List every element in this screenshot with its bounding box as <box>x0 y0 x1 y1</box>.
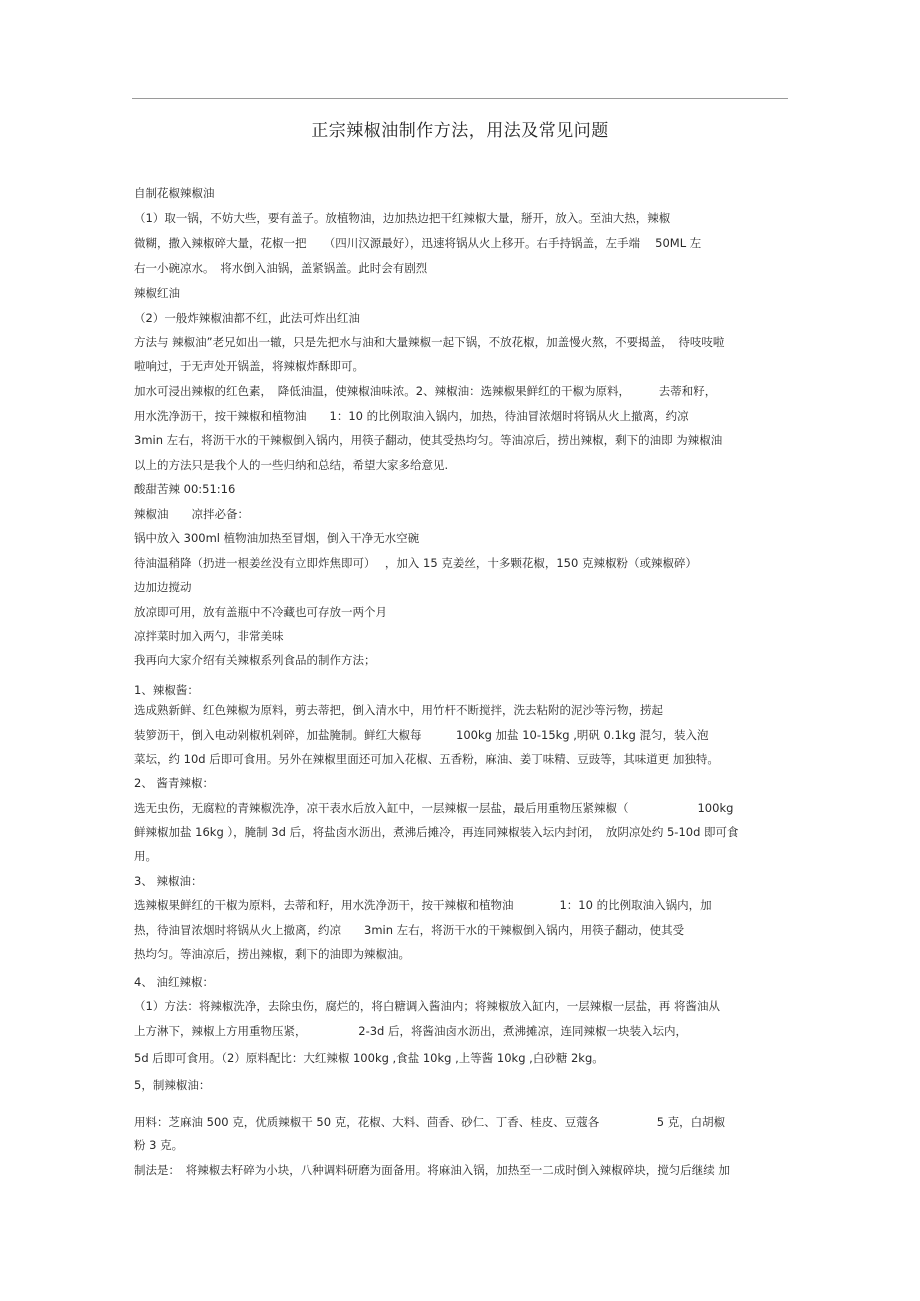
text-line: 待油温稍降（扔进一根姜丝没有立即炸焦即可） ，加入 15 克姜丝，十多颗花椒，150 克辣椒粉（或辣椒碎） <box>134 556 697 570</box>
text-line: 制法是： 将辣椒去籽碎为小块，八种调料研磨为面备用。将麻油入锅，加热至一二成时倒入辣椒碎块，搅匀后继续 加 <box>134 1163 730 1177</box>
section-heading: 2、 酱青辣椒： <box>134 776 214 790</box>
text-line: 用。 <box>134 849 157 863</box>
text-line: 用料：芝麻油 500 克，优质辣椒干 50 克，花椒、大料、茴香、砂仁、丁香、桂皮、豆蔻各 5 克，白胡椒 <box>134 1115 726 1129</box>
text-line: 3min 左右，将沥干水的干辣椒倒入锅内，用筷子翻动，使其受热均匀。等油凉后，捞出辣椒，剩下的油即 为辣椒油 <box>134 433 723 447</box>
text-line: 鲜辣椒加盐 16kg ），腌制 3d 后，将盐卤水沥出，煮沸后摊冷，再连同辣椒装入坛内封闭， 放阴凉处约 5-10d 即可食 <box>134 825 739 839</box>
section-heading: 5，制辣椒油： <box>134 1078 211 1092</box>
text-line: 辣椒油 凉拌必备： <box>134 507 249 521</box>
text-line: 辣椒红油 <box>134 286 180 300</box>
text-line: 酸甜苦辣 00:51:16 <box>134 482 236 496</box>
text-line: 用水洗净沥干，按干辣椒和植物油 1：10 的比例取油入锅内，加热，待油冒浓烟时将锅从火上撤离，约凉 <box>134 409 689 423</box>
text-line: 5d 后即可食用。（2）原料配比：大红辣椒 100kg ,食盐 10kg ,上等酱 10kg ,白砂糖 2kg。 <box>134 1051 604 1065</box>
text-line: 锅中放入 300ml 植物油加热至冒烟，倒入干净无水空碗 <box>134 531 420 545</box>
text-line: （1）方法：将辣椒洗净，去除虫伤，腐烂的，将白糖调入酱油内；将辣椒放入缸内，一层辣椒一层盐，再 将酱油从 <box>134 999 720 1013</box>
text-line: （1）取一锅，不妨大些，要有盖子。放植物油，边加热边把干红辣椒大量，掰开，放入。至油大热，辣椒 <box>134 211 671 225</box>
document-title: 正宗辣椒油制作方法，用法及常见问题 <box>311 121 609 141</box>
text-line: 上方淋下，辣椒上方用重物压紧， 2-3d 后，将酱油卤水沥出，煮沸摊凉，连同辣椒一块装入坛内， <box>134 1024 687 1038</box>
text-line: 啦响过，于无声处开锅盖，将辣椒炸酥即可。 <box>134 359 364 373</box>
section-heading: 1、辣椒酱： <box>134 683 199 697</box>
text-line: 粉 3 克。 <box>134 1138 184 1152</box>
text-line: 微糊，撒入辣椒碎大量，花椒一把 （四川汉源最好），迅速将锅从火上移开。右手持锅盖，左手端 50ML 左 <box>134 236 702 250</box>
text-line: 加水可浸出辣椒的红色素， 降低油温，使辣椒油味浓。2、辣椒油：选辣椒果鲜红的干椒为原料， 去蒂和籽， <box>134 384 717 398</box>
section-heading: 4、 油红辣椒： <box>134 975 214 989</box>
text-line: 选辣椒果鲜红的干椒为原料，去蒂和籽，用水洗净沥干，按干辣椒和植物油 1：10 的比例取油入锅内，加 <box>134 898 712 912</box>
text-line: 方法与 辣椒油”老兄如出一辙，只是先把水与油和大量辣椒一起下锅，不放花椒，加盖慢火熬，不要揭盖， 待吱吱啦 <box>134 335 725 349</box>
text-line: 放凉即可用，放有盖瓶中不冷藏也可存放一两个月 <box>134 605 387 619</box>
text-line: 边加边搅动 <box>134 580 192 594</box>
header-rule <box>132 98 788 99</box>
text-line: 自制花椒辣椒油 <box>134 186 215 200</box>
text-line: 凉拌菜时加入两勺，非常美味 <box>134 629 284 643</box>
section-heading: 3、 辣椒油： <box>134 874 203 888</box>
text-line: 选无虫伤，无腐粒的青辣椒洗净，凉干表水后放入缸中，一层辣椒一层盐，最后用重物压紧辣椒（ 100kg <box>134 801 734 815</box>
text-line: 菜坛，约 10d 后即可食用。另外在辣椒里面还可加入花椒、五香粉，麻油、姜丁味精、豆豉等，其味道更 加独特。 <box>134 752 719 766</box>
text-line: 我再向大家介绍有关辣椒系列食品的制作方法； <box>134 653 376 667</box>
text-line: （2）一般炸辣椒油都不红，此法可炸出红油 <box>134 311 360 325</box>
text-line: 以上的方法只是我个人的一些归纳和总结，希望大家多给意见. <box>134 458 449 472</box>
text-line: 热均匀。等油凉后，捞出辣椒，剩下的油即为辣椒油。 <box>134 947 410 961</box>
text-line: 热，待油冒浓烟时将锅从火上撤离，约凉 3min 左右，将沥干水的干辣椒倒入锅内，用筷子翻动，使其受 <box>134 923 685 937</box>
text-line: 右一小碗凉水。 将水倒入油锅，盖紧锅盖。此时会有剧烈 <box>134 261 428 275</box>
text-line: 装箩沥干，倒入电动剁椒机剁碎，加盐腌制。鲜红大椒每 100kg 加盐 10-15kg ,明矾 0.1kg 混匀，装入泡 <box>134 728 709 742</box>
text-line: 选成熟新鲜、红色辣椒为原料，剪去蒂把，倒入清水中，用竹杆不断搅拌，洗去粘附的泥沙等污物，捞起 <box>134 703 663 717</box>
